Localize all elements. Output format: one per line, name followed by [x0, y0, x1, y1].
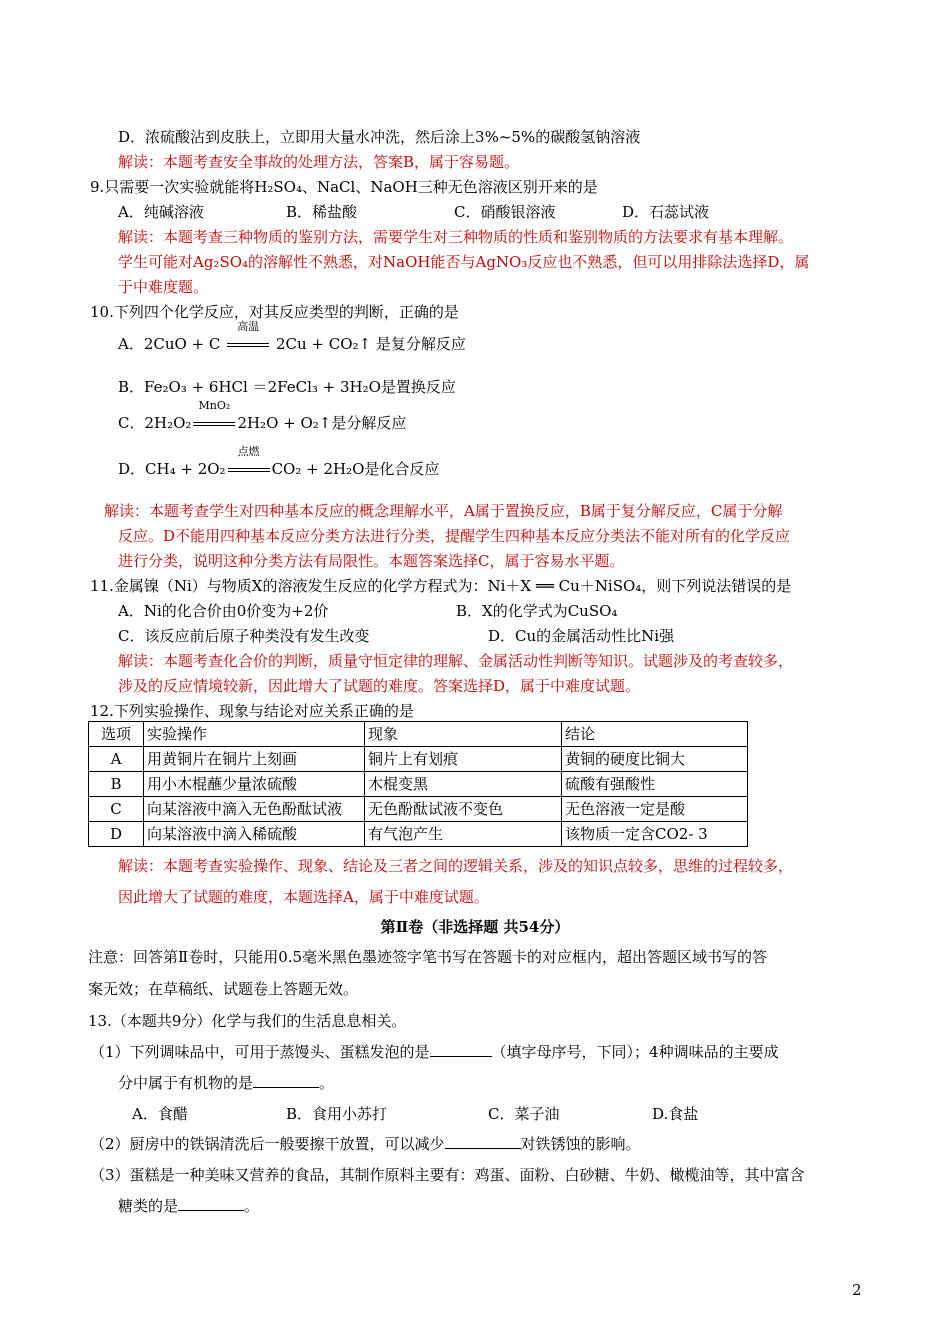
table-cell: 向某溶液中滴入无色酚酞试液 [144, 797, 365, 822]
table-header-cell: 实验操作 [144, 722, 365, 747]
table-header-row [89, 722, 748, 747]
table-cell: 该物质一定含CO2- 3 [562, 822, 748, 847]
q13-part3-end: 。 [244, 1197, 260, 1215]
q9-analysis-line1: 解读：本题考查三种物质的鉴别方法，需要学生对三种物质的性质和鉴别物质的方法要求有基本理解。 [118, 228, 794, 246]
answer-blank[interactable] [430, 1042, 492, 1057]
reaction-condition-arrow [227, 320, 269, 354]
table-cell: B [89, 772, 144, 797]
q13-part1-text-b: （填字母序号，下同）；4种调味品的主要成 [491, 1043, 779, 1061]
q10-option-b: B．Fe₂O₃ + 6HCl ＝2FeCl₃ + 3H₂O是置换反应 [118, 378, 456, 396]
q11-option-a: A．Ni的化合价由0价变为+2价 [118, 602, 329, 620]
q12-stem: 12.下列实验操作、现象与结论对应关系正确的是 [90, 702, 414, 720]
q12-analysis-line2: 因此增大了试题的难度，本题选择A，属于中难度试题。 [118, 888, 489, 906]
q10-a-products: 2Cu + CO₂↑ 是复分解反应 [275, 335, 466, 353]
table-header-cell: 现象 [365, 722, 562, 747]
table-row [89, 747, 748, 772]
page-number: 2 [852, 1281, 862, 1299]
part2-note-line2: 案无效；在草稿纸、试题卷上答题无效。 [88, 980, 359, 998]
q10-c-reactants: C．2H₂O₂ [118, 414, 192, 432]
q9-option-a: A．纯碱溶液 [118, 203, 204, 221]
q13-part1-end: 。 [319, 1074, 335, 1092]
q13-part1-text-c: 分中属于有机物的是 [118, 1074, 254, 1092]
q13-part2-text-b: 对铁锈蚀的影响。 [520, 1135, 641, 1153]
q9-analysis-line3: 于中难度题。 [118, 278, 209, 296]
q10-d-products: CO₂ + 2H₂O是化合反应 [271, 460, 440, 478]
q10-option-c [118, 399, 407, 433]
q13-part2 [90, 1134, 641, 1154]
answer-blank[interactable] [253, 1073, 319, 1088]
q12-analysis-line1: 解读：本题考查实验操作、现象、结论及三者之间的逻辑关系，涉及的知识点较多，思维的过程较多， [118, 857, 794, 875]
q10-option-d [118, 445, 440, 479]
q10-c-products: 2H₂O + O₂↑是分解反应 [237, 414, 407, 432]
table-row [89, 822, 748, 847]
table-cell: 向某溶液中滴入稀硫酸 [144, 822, 365, 847]
q10-d-condition: 点燃 [237, 445, 260, 458]
q10-option-a [118, 320, 466, 354]
q11-option-d: D．Cu的金属活动性比Ni强 [488, 627, 675, 645]
q11-analysis-line2: 涉及的反应情境较新，因此增大了试题的难度。答案选择D，属于中难度试题。 [118, 677, 641, 695]
q9-option-c: C．硝酸银溶液 [454, 203, 556, 221]
table-cell: A [89, 747, 144, 772]
q10-a-condition: 高温 [237, 320, 260, 333]
table-header-cell: 结论 [562, 722, 748, 747]
table-row [89, 797, 748, 822]
table-cell: 有气泡产生 [365, 822, 562, 847]
table-cell: 木棍变黑 [365, 772, 562, 797]
table-header-cell: 选项 [89, 722, 144, 747]
q13-part1-text-a: （1）下列调味品中，可用于蒸馒头、蛋糕发泡的是 [90, 1043, 430, 1061]
q8-analysis: 解读：本题考查安全事故的处理方法，答案B，属于容易题。 [118, 153, 520, 171]
q13-option-b: B．食用小苏打 [286, 1105, 388, 1123]
table-cell: C [89, 797, 144, 822]
reaction-condition-arrow [193, 399, 235, 433]
q13-part3-line1: （3）蛋糕是一种美味又营养的食品，其制作原料主要有：鸡蛋、面粉、白砂糖、牛奶、橄榄油等，其中富含 [90, 1166, 805, 1184]
q10-analysis-line2: 反应。D不能用四种基本反应分类方法进行分类，提醒学生四种基本反应分类法不能对所有的化学反应 [118, 527, 791, 545]
q13-option-d: D.食盐 [652, 1105, 699, 1123]
table-cell: 用小木棍蘸少量浓硫酸 [144, 772, 365, 797]
q11-option-b: B．X的化学式为CuSO₄ [456, 602, 618, 620]
q9-stem: 9.只需要一次实验就能将H₂SO₄、NaCl、NaOH三种无色溶液区别开来的是 [90, 178, 598, 196]
table-cell: 无色溶液一定是酸 [562, 797, 748, 822]
answer-blank[interactable] [445, 1134, 521, 1149]
table-cell: 硫酸有强酸性 [562, 772, 748, 797]
q13-part1-line2 [118, 1073, 334, 1093]
q10-stem: 10.下列四个化学反应，对其反应类型的判断，正确的是 [90, 303, 459, 321]
q13-part2-text-a: （2）厨房中的铁锅清洗后一般要擦干放置，可以减少 [90, 1135, 445, 1153]
table-row [89, 772, 748, 797]
q9-analysis-line2: 学生可能对Ag₂SO₄的溶解性不熟悉，对NaOH能否与AgNO₃反应也不熟悉，但可以用排除法选择D，属 [118, 253, 810, 271]
answer-blank[interactable] [178, 1196, 244, 1211]
table-cell: D [89, 822, 144, 847]
q11-stem: 11.金属镍（Ni）与物质X的溶液发生反应的化学方程式为：Ni＋X ══ Cu＋NiSO₄，则下列说法错误的是 [90, 577, 792, 595]
reaction-condition-arrow [228, 445, 270, 479]
part2-note-line1: 注意：回答第Ⅱ卷时，只能用0.5毫米黑色墨迹签字笔书写在答题卡的对应框内，超出答题区域书写的答 [88, 948, 768, 966]
q13-part3-text-b: 糖类的是 [118, 1197, 179, 1215]
q9-option-d: D．石蕊试液 [622, 203, 710, 221]
q13-part3-line2 [118, 1196, 259, 1216]
q12-table [88, 721, 748, 847]
table-cell: 铜片上有划痕 [365, 747, 562, 772]
q13-option-a: A．食醋 [132, 1105, 188, 1123]
q10-a-reactants: A．2CuO + C [118, 335, 221, 353]
q13-option-c: C．菜子油 [488, 1105, 560, 1123]
q10-analysis-line3: 进行分类，说明这种分类方法有局限性。本题答案选择C，属于容易水平题。 [118, 552, 625, 570]
q9-option-b: B．稀盐酸 [286, 203, 358, 221]
table-cell: 无色酚酞试液不变色 [365, 797, 562, 822]
table-cell: 用黄铜片在铜片上刻画 [144, 747, 365, 772]
q10-analysis-line1: 解读：本题考查学生对四种基本反应的概念理解水平，A属于置换反应，B属于复分解反应，C属于分解 [104, 502, 783, 520]
q13-stem: 13.（本题共9分）化学与我们的生活息息相关。 [88, 1012, 407, 1030]
table-cell: 黄铜的硬度比铜大 [562, 747, 748, 772]
part2-title: 第Ⅱ卷（非选择题 共54分） [380, 918, 570, 936]
q8-option-d: D．浓硫酸沾到皮肤上，立即用大量水冲洗，然后涂上3%~5%的碳酸氢钠溶液 [118, 128, 641, 146]
q11-analysis-line1: 解读：本题考查化合价的判断，质量守恒定律的理解、金属活动性判断等知识。试题涉及的考查较多， [118, 652, 794, 670]
q13-part1-line1 [90, 1042, 779, 1062]
q11-option-c: C．该反应前后原子种类没有发生改变 [118, 627, 370, 645]
q10-c-condition: MnO₂ [198, 399, 231, 412]
q10-d-reactants: D．CH₄ + 2O₂ [118, 460, 226, 478]
